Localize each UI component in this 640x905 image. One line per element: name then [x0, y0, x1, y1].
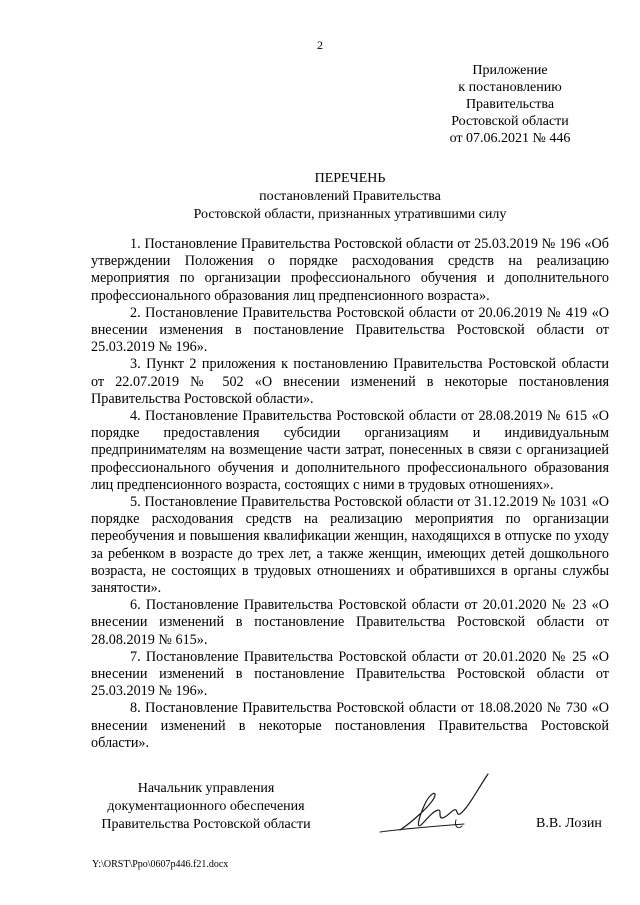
appendix-header	[440, 62, 580, 147]
appendix-line: Ростовской области	[451, 114, 569, 129]
list-item: 7. Постановление Правительства Ростовской области от 20.01.2020 № 25 «О внесении изменений в постановление Правительства Ростовской области от 25.03.2019 № 196».	[91, 648, 609, 700]
list-item: 4. Постановление Правительства Ростовской области от 28.08.2019 № 615 «О порядке предоставления субсидии организациям и индивидуальным предпринимателям на возмещение части затрат, понесенных в связи с организацией профессионального обучения и дополнительного профессионального образования лиц предпенсионного возраста, состоящих с ними в трудовых отношениях».	[91, 408, 609, 493]
title-heading: ПЕРЕЧЕНЬ	[314, 171, 386, 186]
signatory-position	[92, 780, 320, 834]
appendix-line: к постановлению	[458, 80, 562, 95]
position-line: документационного обеспечения	[107, 799, 305, 814]
position-line: Правительства Ростовской области	[101, 817, 311, 832]
signatory-name: В.В. Лозин	[536, 816, 602, 831]
title-line: Ростовской области, признанных утратившими силу	[193, 207, 507, 222]
list-item: 8. Постановление Правительства Ростовской области от 18.08.2020 № 730 «О внесении изменений в некоторые постановления Правительства Ростовской области».	[91, 700, 609, 751]
list-item: 5. Постановление Правительства Ростовской области от 31.12.2019 № 1031 «О порядке расходования средств на реализацию мероприятия по организации переобучения и повышения квалификации женщин, находящихся в отпуске по уходу за ребенком в возрасте до трех лет, а также женщин, имеющих детей дошкольного возраста, не состоящих в трудовых отношениях и обратившихся в органы службы занятости».	[91, 494, 609, 597]
appendix-line: Приложение	[472, 63, 548, 78]
list-item: 3. Пункт 2 приложения к постановлению Правительства Ростовской области от 22.07.2019 № 502 «О внесении изменений в некоторые постановления Правительства Ростовской области».	[91, 356, 609, 407]
document-title	[90, 170, 610, 224]
handwritten-signature-icon	[360, 762, 510, 842]
list-item: 1. Постановление Правительства Ростовской области от 25.03.2019 № 196 «Об утверждении Положения о порядке расходования средств на реализацию мероприятия по организации профессионального обучения и дополнительного профессионального образования лиц предпенсионного возраста».	[91, 236, 609, 304]
page-number: 2	[317, 38, 323, 52]
title-line: постановлений Правительства	[259, 189, 441, 204]
file-path: Y:\ORST\Ppo\0607p446.f21.docx	[92, 859, 229, 870]
list-item: 2. Постановление Правительства Ростовской области от 20.06.2019 № 419 «О внесении изменения в постановление Правительства Ростовской области от 25.03.2019 № 196».	[91, 304, 609, 356]
resolutions-list	[91, 236, 609, 752]
appendix-line: Правительства	[465, 97, 555, 112]
list-item: 6. Постановление Правительства Ростовской области от 20.01.2020 № 23 «О внесении изменений в постановление Правительства Ростовской области от 28.08.2019 № 615».	[91, 597, 609, 648]
position-line: Начальник управления	[137, 781, 275, 796]
appendix-line: от 07.06.2021 № 446	[449, 131, 571, 146]
